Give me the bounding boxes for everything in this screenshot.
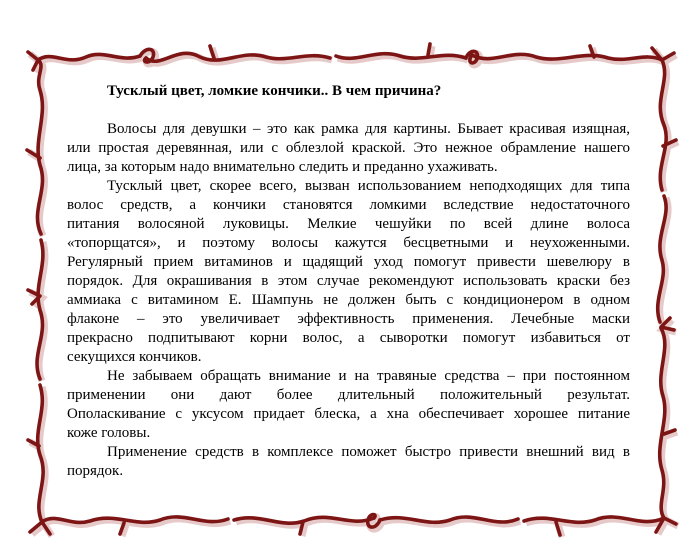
paragraph-line: питания волосяной луковицы. Мелкие чешуйки по всей длине волоса (67, 216, 630, 232)
frame-bottom-edge (42, 517, 228, 523)
paragraph-line: Применение средств в комплексе поможет быстро привести внешний вид в (107, 444, 630, 460)
paragraph-line: волос средств, а кончики становятся ломкими вследствие недостаточного (67, 197, 630, 213)
paragraph-line: прекрасно подпитывают корни волос, а сыворотки помогут избавиться от (67, 330, 630, 346)
paragraph-line: применении они дают более длительный положительный результат. (67, 387, 630, 403)
paragraph-line: «топорщатся», и поэтому волосы кажутся бесцветными и неухоженными. (67, 235, 630, 251)
paragraph-3 (67, 367, 630, 443)
paragraph-line: секущихся кончиков. (67, 349, 202, 365)
paragraph-line: лица, за которым надо внимательно следить и преданно ухаживать. (67, 159, 498, 175)
paragraph-line: порядок. (67, 463, 124, 479)
paragraph-line: флаконе – это увеличивает эффективность применения. Лечебные маски (67, 311, 630, 327)
paragraph-line: Волосы для девушки – это как рамка для картины. Бывает красивая изящная, (107, 121, 630, 137)
paragraph-line: Тусклый цвет, скорее всего, вызван использованием неподходящих для типа (107, 178, 630, 194)
paragraph-line: Регулярный прием витаминов и щадящий уход помогут привести шевелюру в (67, 254, 630, 270)
document-body (67, 82, 630, 481)
document-title: Тусклый цвет, ломкие кончики.. В чем причина? (107, 83, 442, 99)
frame-spike (428, 44, 430, 55)
paragraph-line: коже головы. (67, 425, 151, 441)
paragraph-line: порядок. Для окрашивания в этом случае рекомендуют использовать краски без (67, 273, 630, 289)
paragraph-line: Ополаскивание с уксусом придает блеска, а хна обеспечивает хорошее питание (67, 406, 630, 422)
paragraph-line: Не забываем обращать внимание и на травяные средства – при постоянном (107, 368, 630, 384)
paragraph-4 (67, 443, 630, 481)
frame-right-edge (660, 328, 665, 518)
paragraph-line: или простая деревянная, или с облезлой краской. Это нежное обрамление нашего (67, 140, 630, 156)
paragraph-2 (67, 177, 630, 367)
paragraph-line: аммиака с витамином Е. Шампунь не должен быть с кондиционером в одном (67, 292, 630, 308)
paragraph-1 (67, 120, 630, 177)
